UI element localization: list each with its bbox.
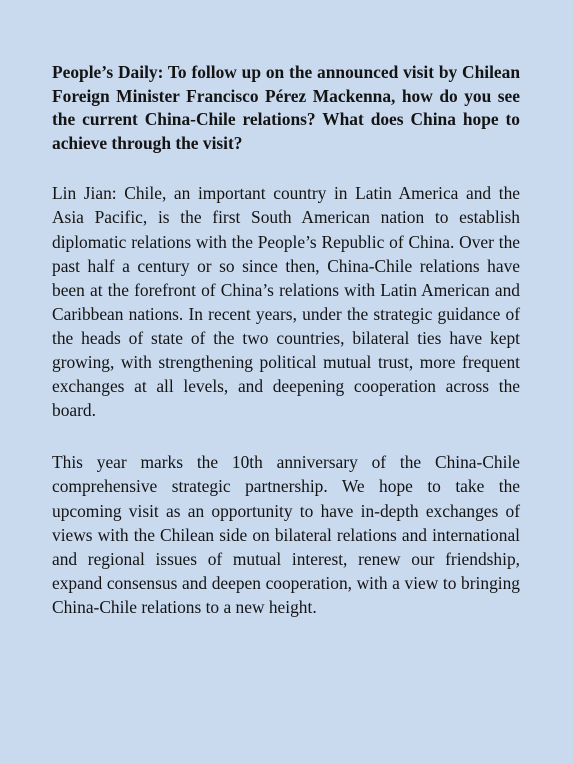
press-transcript [52, 61, 520, 619]
question-text: People’s Daily: To follow up on the announced visit by Chilean Foreign Minister Francisco Pérez Mackenna, how do you see the current China-Chile relations? What does China hope to achieve through the visit? [52, 62, 520, 153]
answer-paragraph-2: This year marks the 10th anniversary of the China-Chile comprehensive strategic partnership. We hope to take the upcoming visit as an opportunity to have in-depth exchanges of views with the Chilean side on bilateral relations and international and regional issues of mutual interest, renew our friendship, expand consensus and deepen cooperation, with a view to bringing China-Chile relations to a new height. [52, 452, 520, 617]
answer-paragraph-1: Lin Jian: Chile, an important country in Latin America and the Asia Pacific, is the first South American nation to establish diplomatic relations with the People’s Republic of China. Over the past half a century or so since then, China-Chile relations have been at the forefront of China’s relations with Latin American and Caribbean nations. In recent years, under the strategic guidance of the heads of state of the two countries, bilateral ties have kept growing, with strengthening political mutual trust, more frequent exchanges at all levels, and deepening cooperation across the board. [52, 183, 520, 421]
